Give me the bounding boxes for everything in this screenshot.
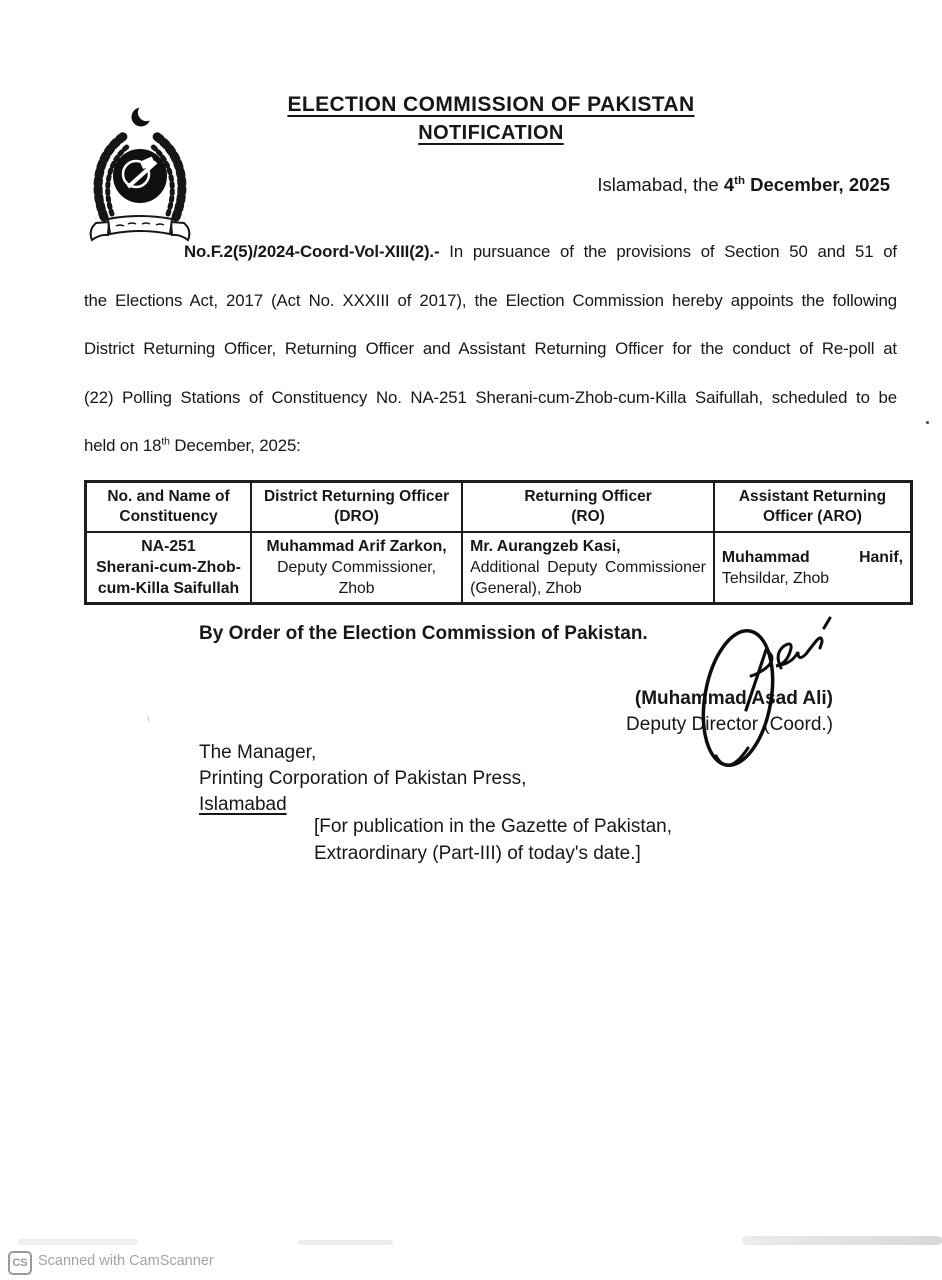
by-order-line: By Order of the Election Commission of Pakistan. <box>199 623 648 644</box>
col-header-dro: District Returning Officer (DRO) <box>251 482 462 533</box>
scan-artifact-mark: ι <box>144 710 152 726</box>
ro-name: Mr. Aurangzeb Kasi, <box>470 538 621 555</box>
appointments-table <box>84 480 913 605</box>
table-header-row <box>86 482 912 533</box>
aro-cell <box>714 532 912 604</box>
document-header <box>241 90 741 148</box>
gazette-note-line-2: Extraordinary (Part-III) of today's date.] <box>314 842 641 864</box>
notification-subtitle: NOTIFICATION <box>418 122 564 144</box>
date-prefix: Islamabad, the <box>597 174 724 195</box>
ecp-emblem-logo <box>84 102 196 242</box>
page-title: ELECTION COMMISSION OF PAKISTAN <box>287 93 695 116</box>
aro-name: Muhammad Hanif, <box>721 548 903 566</box>
signatory-block <box>626 686 833 737</box>
dro-cell <box>251 532 462 604</box>
ro-title: Additional Deputy Commissioner (General), Zhob <box>470 559 706 597</box>
camscanner-icon: CS <box>8 1251 32 1275</box>
col-header-constituency: No. and Name of Constituency <box>86 482 251 533</box>
camscanner-bar <box>0 1246 942 1280</box>
col-header-aro: Assistant Returning Officer (ARO) <box>714 482 912 533</box>
held-on-rest: December, 2025: <box>169 436 301 455</box>
paragraph-line-3: District Returning Officer, Returning Officer and Assistant Returning Officer for the conduct of Re-poll at <box>84 339 897 358</box>
date-rest: December, 2025 <box>744 174 890 195</box>
addressee-line-1: The Manager, <box>199 742 317 763</box>
signatory-name: (Muhammad Asad Ali) <box>634 688 833 709</box>
scan-smudge <box>18 1239 138 1245</box>
constituency-cell: NA-251 Sherani-cum-Zhob- cum-Killa Saifullah <box>86 532 251 604</box>
held-on-ordinal: th <box>161 436 170 448</box>
addressee-line-2: Printing Corporation of Pakistan Press, <box>199 768 527 789</box>
addressee-line-3: Islamabad <box>199 794 287 815</box>
col-header-ro: Returning Officer (RO) <box>462 482 714 533</box>
ro-cell <box>462 532 714 604</box>
held-on-date: held on 18 <box>84 436 162 455</box>
addressee-block <box>199 740 526 818</box>
paragraph-line-2: the Elections Act, 2017 (Act No. XXXIII of 2017), the Election Commission hereby appoints the following <box>84 290 897 310</box>
scan-smudge <box>742 1236 942 1245</box>
date-line <box>597 174 890 196</box>
notification-body-paragraph <box>84 228 897 471</box>
gazette-note <box>314 814 672 867</box>
dro-name: Muhammad Arif Zarkon, <box>266 538 447 555</box>
scan-smudge <box>298 1240 393 1245</box>
gazette-note-line-1: [For publication in the Gazette of Pakistan, <box>314 816 673 837</box>
paragraph-line-1 <box>84 228 897 277</box>
paragraph-line-4: (22) Polling Stations of Constituency No. NA-251 Sherani-cum-Zhob-cum-Killa Saifullah, scheduled to be <box>84 387 897 407</box>
dro-title: Deputy Commissioner, Zhob <box>277 559 437 597</box>
table-row <box>86 532 912 604</box>
aro-title: Tehsildar, Zhob <box>721 569 830 587</box>
reference-number: No.F.2(5)/2024-Coord-Vol-XIII(2).- <box>184 242 440 261</box>
paragraph-line-1-text: In pursuance of the provisions of Section 50 and 51 of <box>439 242 897 261</box>
date-ordinal: th <box>734 174 745 187</box>
camscanner-label: Scanned with CamScanner <box>38 1253 214 1269</box>
paragraph-line-5 <box>84 422 897 471</box>
scan-artifact-dot <box>926 421 929 424</box>
date-day: 4 <box>723 174 735 195</box>
signatory-title: Deputy Director (Coord.) <box>626 713 833 735</box>
